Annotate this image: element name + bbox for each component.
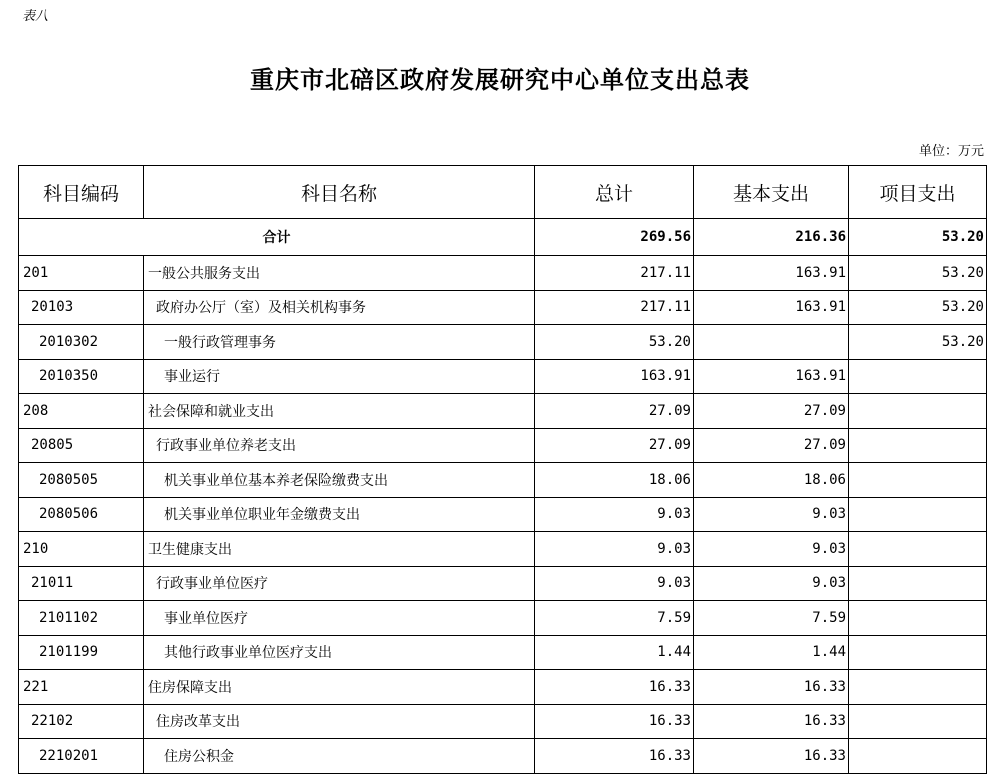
total-project: 53.20 (849, 219, 987, 256)
cell-basic: 16.33 (694, 704, 849, 739)
cell-project (849, 739, 987, 774)
cell-name: 住房保障支出 (144, 670, 535, 705)
table-row (19, 256, 987, 291)
cell-code: 20805 (19, 428, 144, 463)
cell-code: 22102 (19, 704, 144, 739)
cell-basic: 27.09 (694, 428, 849, 463)
cell-total: 27.09 (535, 394, 694, 429)
cell-total: 7.59 (535, 601, 694, 636)
cell-code: 2010302 (19, 325, 144, 360)
cell-code: 210 (19, 532, 144, 567)
cell-basic: 9.03 (694, 532, 849, 567)
cell-code: 2010350 (19, 359, 144, 394)
cell-project (849, 704, 987, 739)
cell-project (849, 428, 987, 463)
cell-total: 163.91 (535, 359, 694, 394)
cell-name: 社会保障和就业支出 (144, 394, 535, 429)
cell-project: 53.20 (849, 256, 987, 291)
cell-project (849, 497, 987, 532)
table-row (19, 739, 987, 774)
cell-total: 9.03 (535, 532, 694, 567)
cell-project (849, 463, 987, 498)
table-row (19, 497, 987, 532)
cell-project (849, 670, 987, 705)
cell-code: 20103 (19, 290, 144, 325)
table-row (19, 394, 987, 429)
cell-total: 217.11 (535, 290, 694, 325)
cell-basic (694, 325, 849, 360)
cell-name: 行政事业单位养老支出 (144, 428, 535, 463)
cell-project (849, 394, 987, 429)
cell-basic: 9.03 (694, 497, 849, 532)
table-row (19, 359, 987, 394)
cell-name: 政府办公厅（室）及相关机构事务 (144, 290, 535, 325)
cell-total: 9.03 (535, 566, 694, 601)
cell-code: 2101199 (19, 635, 144, 670)
cell-project (849, 359, 987, 394)
cell-project (849, 566, 987, 601)
table-row (19, 704, 987, 739)
table-row (19, 463, 987, 498)
table-row (19, 290, 987, 325)
table-row (19, 601, 987, 636)
cell-total: 18.06 (535, 463, 694, 498)
cell-code: 221 (19, 670, 144, 705)
cell-basic: 163.91 (694, 359, 849, 394)
cell-total: 27.09 (535, 428, 694, 463)
cell-project (849, 601, 987, 636)
table-row (19, 670, 987, 705)
cell-basic: 18.06 (694, 463, 849, 498)
cell-name: 卫生健康支出 (144, 532, 535, 567)
cell-name: 事业单位医疗 (144, 601, 535, 636)
cell-basic: 9.03 (694, 566, 849, 601)
table-number-tag: 表八 (22, 9, 49, 24)
total-basic: 216.36 (694, 219, 849, 256)
cell-project (849, 532, 987, 567)
cell-basic: 27.09 (694, 394, 849, 429)
table-row (19, 635, 987, 670)
cell-code: 2080506 (19, 497, 144, 532)
cell-total: 53.20 (535, 325, 694, 360)
header-basic: 基本支出 (694, 166, 849, 219)
cell-basic: 1.44 (694, 635, 849, 670)
cell-code: 208 (19, 394, 144, 429)
cell-code: 2210201 (19, 739, 144, 774)
cell-code: 201 (19, 256, 144, 291)
table-row (19, 532, 987, 567)
cell-name: 一般行政管理事务 (144, 325, 535, 360)
cell-basic: 16.33 (694, 670, 849, 705)
cell-project (849, 635, 987, 670)
cell-project: 53.20 (849, 290, 987, 325)
table-row (19, 428, 987, 463)
cell-basic: 7.59 (694, 601, 849, 636)
cell-name: 一般公共服务支出 (144, 256, 535, 291)
cell-name: 其他行政事业单位医疗支出 (144, 635, 535, 670)
header-name: 科目名称 (144, 166, 535, 219)
header-total: 总计 (535, 166, 694, 219)
cell-name: 住房改革支出 (144, 704, 535, 739)
cell-basic: 163.91 (694, 256, 849, 291)
page-title: 重庆市北碚区政府发展研究中心单位支出总表 (250, 66, 750, 94)
cell-code: 2101102 (19, 601, 144, 636)
cell-code: 21011 (19, 566, 144, 601)
cell-name: 机关事业单位基本养老保险缴费支出 (144, 463, 535, 498)
cell-total: 217.11 (535, 256, 694, 291)
cell-total: 16.33 (535, 704, 694, 739)
table-row (19, 325, 987, 360)
cell-name: 事业运行 (144, 359, 535, 394)
cell-total: 16.33 (535, 670, 694, 705)
total-label: 合计 (19, 219, 535, 256)
cell-name: 住房公积金 (144, 739, 535, 774)
cell-code: 2080505 (19, 463, 144, 498)
table-header-row (19, 166, 987, 219)
unit-label: 单位：万元 (918, 144, 984, 159)
cell-total: 1.44 (535, 635, 694, 670)
cell-name: 行政事业单位医疗 (144, 566, 535, 601)
expenditure-table (18, 165, 987, 774)
cell-basic: 16.33 (694, 739, 849, 774)
header-code: 科目编码 (19, 166, 144, 219)
header-project: 项目支出 (849, 166, 987, 219)
table-row (19, 566, 987, 601)
cell-name: 机关事业单位职业年金缴费支出 (144, 497, 535, 532)
cell-total: 16.33 (535, 739, 694, 774)
cell-basic: 163.91 (694, 290, 849, 325)
cell-project: 53.20 (849, 325, 987, 360)
cell-total: 9.03 (535, 497, 694, 532)
total-row (19, 219, 987, 256)
total-total: 269.56 (535, 219, 694, 256)
